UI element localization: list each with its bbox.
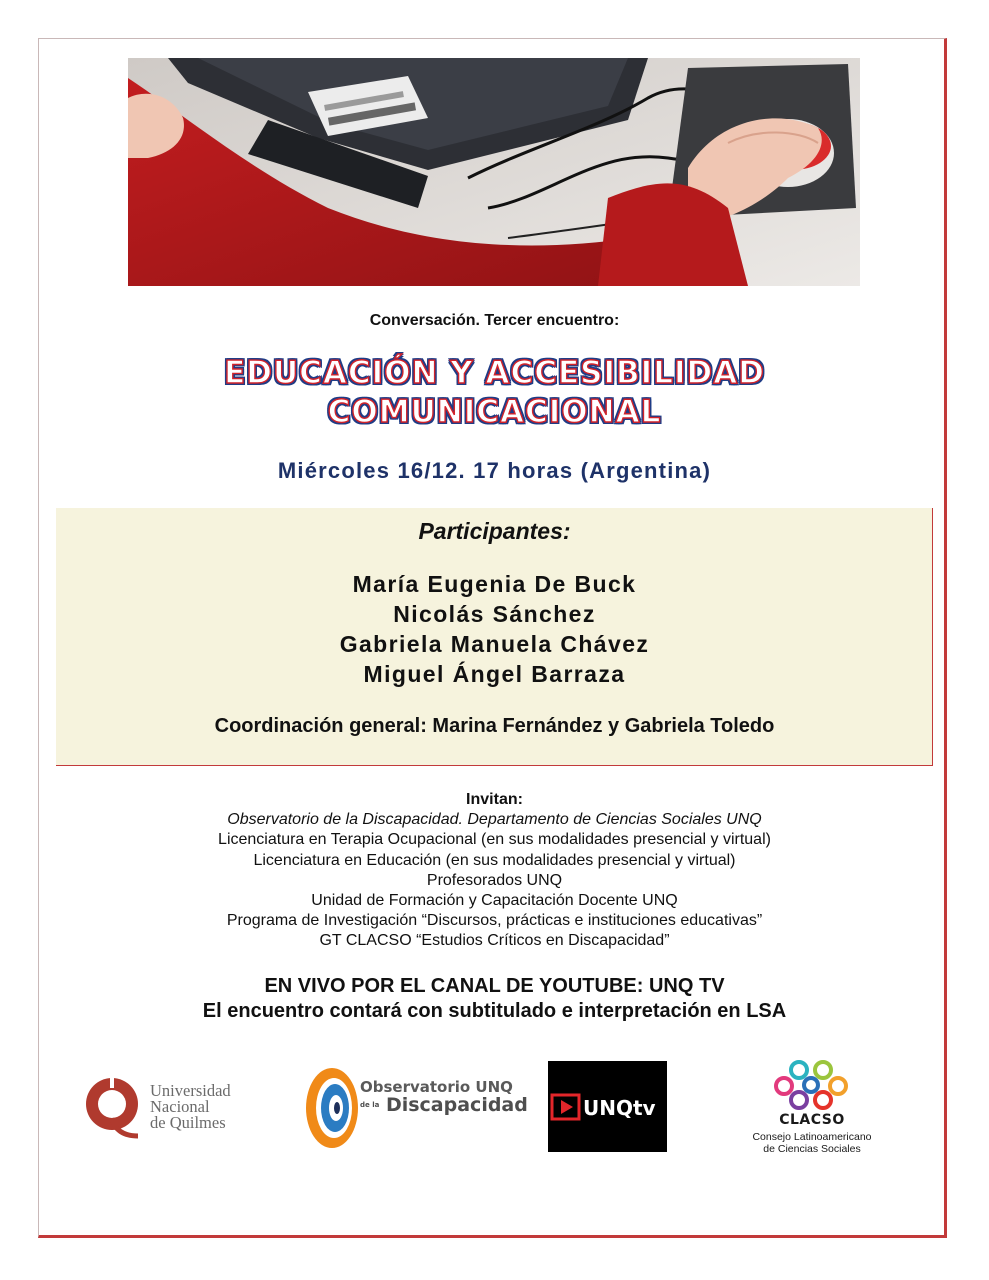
- invite-line: Observatorio de la Discapacidad. Departamento de Ciencias Sociales UNQ: [227, 811, 762, 829]
- event-intro: Conversación. Tercer encuentro:: [369, 312, 620, 329]
- observatorio-logo-text: [360, 1078, 528, 1114]
- live-broadcast-notice: [0, 974, 989, 1024]
- observatorio-eye-icon: [302, 1064, 364, 1152]
- clacso-logo-subtitle: [726, 1132, 898, 1155]
- unq-q-icon: [82, 1074, 146, 1140]
- clacso-logo-sub-line: de Ciencias Sociales: [763, 1142, 861, 1155]
- participants-list: [56, 569, 933, 689]
- event-title-line-2: COMUNICACIONAL: [327, 394, 662, 430]
- unqtv-logo: [548, 1061, 667, 1152]
- observatorio-logo-line-2: [360, 1096, 528, 1114]
- clacso-logo-sub-line: Consejo Latinoamericano: [752, 1131, 872, 1143]
- unq-logo-line: Nacional: [150, 1097, 210, 1116]
- unq-logo-line: de Quilmes: [150, 1113, 226, 1132]
- participant-name: Nicolás Sánchez: [393, 601, 596, 627]
- invite-line: Licenciatura en Educación (en sus modalidades presencial y virtual): [253, 851, 736, 869]
- clacso-logo: [726, 1056, 898, 1156]
- unq-logo: [82, 1074, 257, 1140]
- live-line-1: EN VIVO POR EL CANAL DE YOUTUBE: UNQ TV: [264, 975, 725, 997]
- unq-logo-line: Universidad: [150, 1081, 231, 1100]
- observatorio-logo-word: Discapacidad: [385, 1094, 528, 1116]
- invite-line: Programa de Investigación “Discursos, prácticas e instituciones educativas”: [226, 912, 763, 930]
- participant-name: Gabriela Manuela Chávez: [339, 631, 650, 657]
- clacso-logo-name: CLACSO: [779, 1112, 845, 1128]
- coordination-line: Coordinación general: Marina Fernández y Gabriela Toledo: [214, 715, 775, 737]
- participant-name: María Eugenia De Buck: [352, 571, 637, 597]
- invite-heading: Invitan:: [466, 791, 523, 808]
- live-line-2: El encuentro contará con subtitulado e interpretación en LSA: [202, 1000, 787, 1022]
- event-date: Miércoles 16/12. 17 horas (Argentina): [277, 458, 712, 483]
- observatorio-logo-small: de la: [360, 1101, 380, 1109]
- clacso-knot-icon: [726, 1056, 898, 1112]
- participants-label: Participantes:: [418, 518, 571, 544]
- event-title: [0, 354, 989, 432]
- unq-logo-text: [150, 1083, 231, 1131]
- hero-photo: [128, 58, 860, 286]
- observatorio-logo: [302, 1064, 528, 1152]
- event-title-line-1: EDUCACIÓN Y ACCESIBILIDAD: [224, 355, 765, 391]
- invite-line: Licenciatura en Terapia Ocupacional (en sus modalidades presencial y virtual): [218, 831, 771, 849]
- participant-name: Miguel Ángel Barraza: [363, 661, 626, 687]
- invite-line: Unidad de Formación y Capacitación Docente UNQ: [311, 892, 678, 910]
- invite-section: [0, 790, 989, 952]
- invite-line: GT CLACSO “Estudios Críticos en Discapacidad”: [319, 932, 670, 950]
- unqtv-logo-text: UNQtv: [583, 1096, 656, 1120]
- hero-photo-illustration: [128, 58, 860, 286]
- participants-panel: [56, 508, 933, 766]
- invite-line: Profesorados UNQ: [426, 871, 563, 889]
- observatorio-logo-line-1: Observatorio UNQ: [360, 1078, 513, 1096]
